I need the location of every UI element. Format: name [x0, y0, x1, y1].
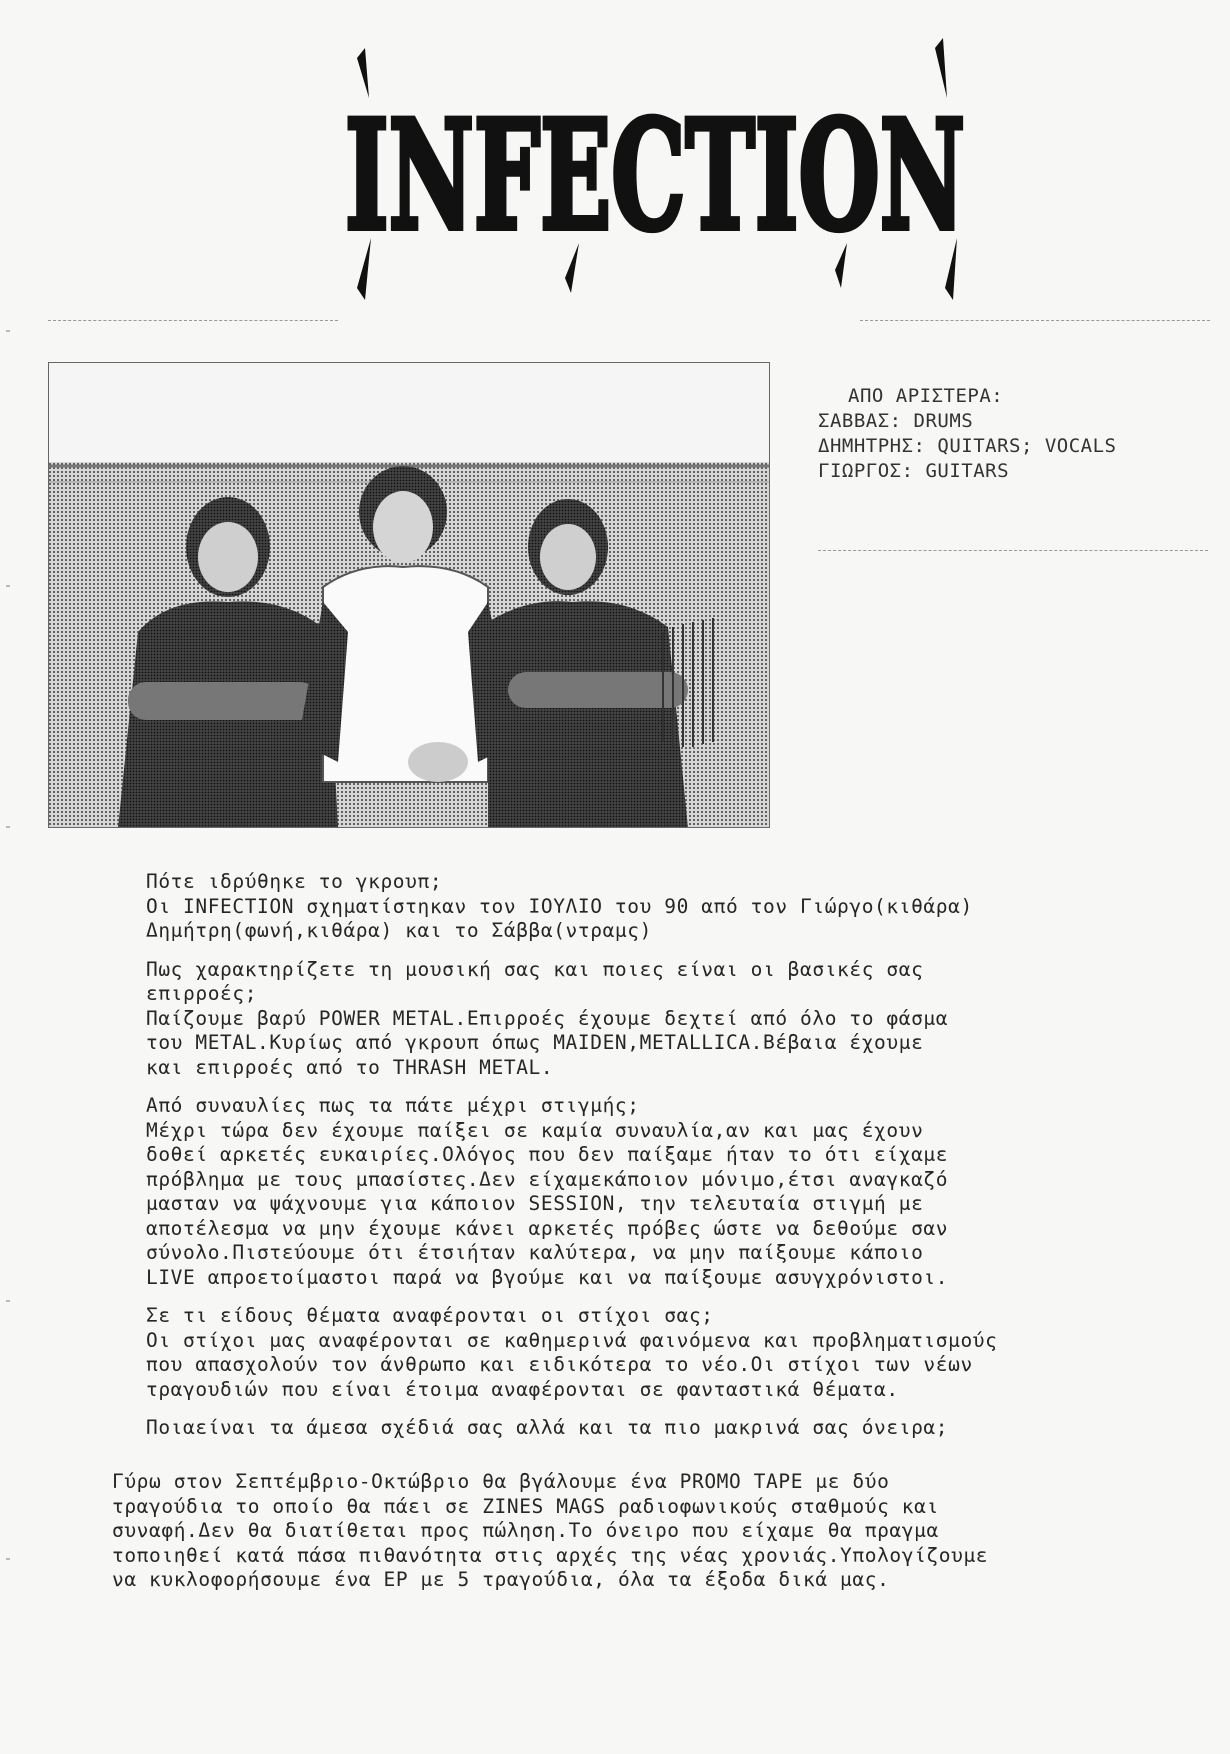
caption-member: ΓΙΩΡΓΟΣ: GUITARS [818, 460, 1010, 482]
interview-question: Πως χαρακτηρίζετε τη μουσική σας και ποιες είναι οι βασικές σας επιρροές; [146, 957, 924, 1005]
interview-qa [146, 1094, 1146, 1290]
divider [818, 550, 1208, 551]
caption-heading: ΑΠΟ ΑΡΙΣΤΕΡΑ: [848, 385, 1004, 407]
margin-mark [6, 826, 10, 828]
interview-question: Πότε ιδρύθηκε το γκρουπ; [146, 870, 443, 893]
interview-qa [146, 870, 1146, 944]
divider [860, 320, 1210, 321]
margin-mark [6, 1558, 10, 1560]
margin-mark [6, 330, 10, 332]
photo-caption [818, 384, 1218, 484]
interview-answer: Οι στίχοι μας αναφέρονται σε καθημερινά φαινόμενα και προβληματισμούς που απασχολούν τον άνθρωπο και ειδικότερα το νέο.Οι στίχοι των νέων τραγουδιών που είναι έτοιμα αναφέρονται σε φανταστικά θέματα. [146, 1328, 998, 1401]
band-logo-text: INFECTION [345, 88, 965, 264]
interview-question: Σε τι είδους θέματα αναφέρονται οι στίχοι σας; [146, 1304, 714, 1327]
divider [48, 320, 338, 321]
margin-mark [6, 1300, 10, 1302]
caption-member: ΔΗΜΗΤΡΗΣ: QUITARS; VOCALS [818, 435, 1117, 457]
interview-answer: Οι INFECTION σχηματίστηκαν τον ΙΟΥΛΙΟ του 90 από τον Γιώργο(κιθάρα) Δημήτρη(φωνή,κιθάρα) και το Σάββα(ντραμς) [146, 894, 973, 942]
interview-qa [146, 958, 1146, 1081]
band-photo [48, 362, 770, 828]
final-answer: Γύρω στον Σεπτέμβριο-Οκτώβριο θα βγάλουμε ένα PROMO TAPE με δύο τραγούδια το οποίο θα πάει σε ZINES MAGS ραδιοφωνικούς σταθμούς και συναφή.Δεν θα διατίθεται προς πώληση.Το όνειρο που είχαμε θα πραγμα τοποιηθεί κατά πάσα πιθανότητα στις αρχές της νέας χρονιάς.Υπολογίζουμε να κυκλοφορήσουμε ένα EP με 5 τραγούδια, όλα τα έξοδα δικά μας. [112, 1470, 989, 1591]
band-logo [335, 38, 975, 300]
interview-qa [146, 1304, 1146, 1402]
interview-answer: Μέχρι τώρα δεν έχουμε παίξει σε καμία συναυλία,αν και μας έχουν δοθεί αρκετές ευκαιρίες.Ολόγος που δεν παίξαμε ήταν το ότι είχαμε πρόβλημα με τους μπασίστες.Δεν είχαμεκάποιον μόνιμο,έτσι αναγκαζό μασταν να ψάχνουμε για κάποιον SESSION, την τελευταία στιγμή με αποτέλεσμα να μην έχουμε κάνει αρκετές πρόβες ώστε να δεθούμε σαν σύνολο.Πιστεύουμε ότι έτσιήταν καλύτερα, να μην παίξουμε κάποιο LIVE απροετοίμαστοι παρά να βγούμε και να παίξουμε ασυγχρόνιστοι. [146, 1118, 949, 1289]
interview-answer: Παίζουμε βαρύ POWER METAL.Επιρροές έχουμε δεχτεί από όλο το φάσμα του METAL.Κυρίως από γκρουπ όπως MAIDEN,METALLICA.Βέβαια έχουμε και επιρροές από το THRASH METAL. [146, 1006, 949, 1079]
interview-question: Από συναυλίες πως τα πάτε μέχρι στιγμής; [146, 1094, 640, 1117]
interview [146, 870, 1146, 1455]
caption-member: ΣΑΒΒΑΣ: DRUMS [818, 410, 974, 432]
interview-qa [146, 1416, 1146, 1441]
margin-mark [6, 585, 10, 587]
interview-question: Ποιαείναι τα άμεσα σχέδιά σας αλλά και τα πιο μακρινά σας όνειρα; [146, 1416, 949, 1439]
